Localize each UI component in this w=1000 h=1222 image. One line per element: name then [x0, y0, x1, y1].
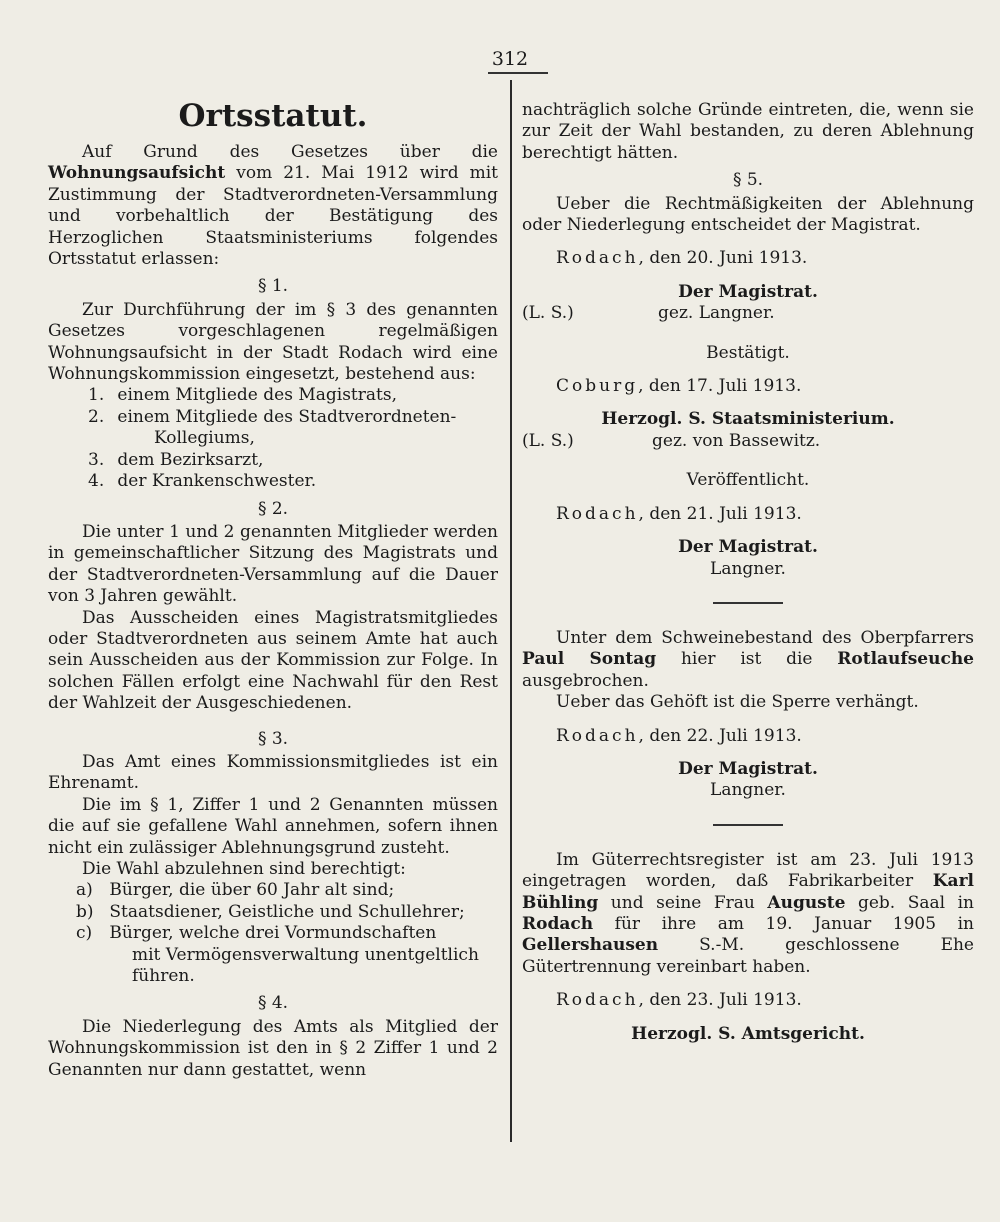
list-item: [48, 902, 498, 923]
section-1-heading: § 1.: [257, 276, 289, 297]
dateline-place: Rodach: [556, 503, 639, 524]
intro-text-1: Auf Grund des Gesetzes über die: [82, 142, 498, 162]
list-item: [48, 407, 498, 450]
dateline-date: , den 23. Juli 1913.: [638, 990, 802, 1011]
section-1-text: Zur Durchführung der im § 3 des genannten Gesetzes vorgeschlagenen regelmäßigen Wohnungsaufsicht in der Stadt Rodach wird eine Wohnungskommission eingesetzt, bestehend aus:: [48, 299, 498, 385]
signature: Langner.: [710, 780, 786, 801]
page-number-rule: [488, 72, 548, 74]
section-1-list: [48, 385, 498, 492]
notice-text: Unter dem Schweinebestand des Oberpfarrers: [556, 627, 974, 648]
seal-mark: (L. S.): [522, 430, 574, 451]
notice-name: Paul Sontag: [522, 649, 657, 670]
dateline-date: , den 17. Juli 1913.: [638, 376, 802, 397]
notice-gueterrecht: [522, 850, 974, 978]
section-4-text: Die Niederlegung des Amts als Mitglied der Wohnungskommission ist den in § 2 Ziffer 1 und 2 Genannten nur dann gestattet, wenn: [48, 1016, 498, 1080]
section-4-heading: § 4.: [257, 993, 289, 1014]
authority-staatsministerium: Herzogl. S. Staatsministerium.: [601, 409, 895, 430]
authority-magistrat: Der Magistrat.: [678, 758, 818, 779]
column-divider: [510, 80, 512, 1142]
list-item: [48, 880, 498, 901]
dateline-place: Coburg: [556, 376, 639, 397]
list-item: [48, 923, 498, 987]
section-5-heading: § 5.: [732, 170, 764, 191]
document-title: Ortsstatut.: [178, 98, 368, 134]
section-3-paragraph-2: Die im § 1, Ziffer 1 und 2 Genannten müssen die auf sie gefallene Wahl annehmen, sofern ihnen nicht ein zulässiger Ablehnungsgrund zusteht.: [48, 794, 498, 858]
authority-magistrat: Der Magistrat.: [678, 281, 818, 302]
list-text: dem Bezirksarzt,: [117, 449, 264, 470]
list-text: Staatsdiener, Geistliche und Schullehrer;: [109, 901, 465, 922]
section-3-heading: § 3.: [257, 728, 289, 749]
list-text-continued: mit Vermögensverwaltung unentgeltlich führen.: [132, 944, 479, 987]
signature-row: [522, 431, 974, 452]
notice-sperre: Ueber das Gehöft ist die Sperre verhängt.: [556, 692, 919, 713]
notice-text: geb. Saal in: [845, 892, 974, 913]
list-item: [48, 471, 498, 492]
dateline-3: [522, 504, 974, 525]
dateline-place: Rodach: [556, 990, 639, 1011]
signature: Langner.: [710, 558, 786, 579]
list-text: einem Mitgliede des Stadtverordneten-: [117, 406, 457, 427]
dateline-5: [522, 990, 974, 1011]
dateline-date: , den 21. Juli 1913.: [638, 503, 802, 524]
list-text: einem Mitgliede des Magistrats,: [117, 385, 397, 406]
intro-bold-term: Wohnungsaufsicht: [48, 163, 226, 184]
dateline-4: [522, 726, 974, 747]
list-text: der Krankenschwester.: [117, 471, 317, 492]
notice-text: S.-M. geschlossene Ehe Gütertrennung vereinbart haben.: [522, 935, 974, 977]
section-4-continued: nachträglich solche Gründe eintreten, die, wenn sie zur Zeit der Wahl bestanden, zu deren Ablehnung berechtigt hätten.: [522, 100, 974, 163]
intro-text-2: vom 21. Mai 1912 wird mit Zustimmung der Stadtverordneten-Versammlung und vorbehaltlich der Bestätigung des Herzoglichen Staatsministeriums folgendes Ortsstatut erlassen:: [48, 163, 498, 270]
separator-rule: [713, 824, 783, 826]
list-label: c): [76, 923, 93, 944]
signature-row: [522, 303, 974, 324]
separator-rule: [713, 602, 783, 604]
notice-text: und seine Frau: [598, 892, 768, 913]
list-number: 1.: [88, 385, 105, 406]
dateline-date: , den 22. Juli 1913.: [638, 725, 802, 746]
notice-text: ausgebrochen.: [522, 670, 649, 691]
notice-text: hier ist die: [656, 649, 838, 670]
dateline-date: , den 20. Juni 1913.: [638, 248, 808, 269]
section-2-heading: § 2.: [257, 498, 289, 519]
intro-paragraph: [48, 142, 498, 270]
list-label: b): [76, 901, 94, 922]
list-text-continued: Kollegiums,: [154, 428, 255, 449]
section-2-paragraph-1: Die unter 1 und 2 genannten Mitglieder werden in gemeinschaftlicher Sitzung des Magistrats und der Stadtverordneten-Versammlung auf die Dauer von 3 Jahren gewählt.: [48, 521, 498, 607]
left-column: [48, 96, 498, 1081]
notice-rotlauf: [522, 628, 974, 692]
signature: gez. von Bassewitz.: [652, 430, 821, 451]
dateline-1: [522, 248, 974, 269]
dateline-2: [522, 376, 974, 397]
confirmation-label: Bestätigt.: [706, 342, 790, 363]
section-3-paragraph-3: Die Wahl abzulehnen sind berechtigt:: [82, 859, 406, 879]
notice-text: für ihre am 19. Januar 1905 in: [593, 913, 974, 934]
notice-text: Im Güterrechtsregister ist am 23. Juli 1913 eingetragen worden, daß Fabrikarbeiter: [522, 849, 974, 892]
notice-town: Rodach: [522, 913, 594, 934]
section-5-text: Ueber die Rechtmäßigkeiten der Ablehnung oder Niederlegung entscheidet der Magistrat.: [522, 193, 974, 236]
list-number: 2.: [88, 406, 105, 427]
published-label: Veröffentlicht.: [686, 470, 810, 491]
section-2-paragraph-2: Das Ausscheiden eines Magistratsmitgliedes oder Stadtverordneten aus seinem Amte hat auch sein Ausscheiden aus der Kommission zur Folge. In solchen Fällen erfolgt eine Nachwahl für den Rest der Wahlzeit der Ausgeschiedenen.: [48, 607, 498, 714]
section-3-paragraph-1: Das Amt eines Kommissionsmitgliedes ist ein Ehrenamt.: [48, 751, 498, 794]
list-text: Bürger, die über 60 Jahr alt sind;: [109, 880, 395, 901]
dateline-place: Rodach: [556, 725, 639, 746]
list-number: 3.: [88, 449, 105, 470]
list-number: 4.: [88, 471, 105, 492]
page-number: 312: [491, 48, 529, 70]
list-item: [48, 450, 498, 471]
right-column: [522, 100, 974, 1045]
seal-mark: (L. S.): [522, 303, 574, 324]
list-label: a): [76, 880, 93, 901]
section-3-list: [48, 880, 498, 987]
notice-wife-name: Auguste: [767, 892, 846, 913]
notice-town: Gellershausen: [522, 935, 659, 956]
signature: gez. Langner.: [658, 303, 775, 324]
notice-name: Karl Bühling: [522, 871, 974, 913]
notice-disease: Rotlaufseuche: [837, 649, 974, 670]
list-item: [48, 385, 498, 406]
authority-magistrat: Der Magistrat.: [678, 537, 818, 558]
dateline-place: Rodach: [556, 248, 639, 269]
authority-amtsgericht: Herzogl. S. Amtsgericht.: [631, 1023, 865, 1044]
list-text: Bürger, welche drei Vormundschaften: [109, 923, 437, 944]
